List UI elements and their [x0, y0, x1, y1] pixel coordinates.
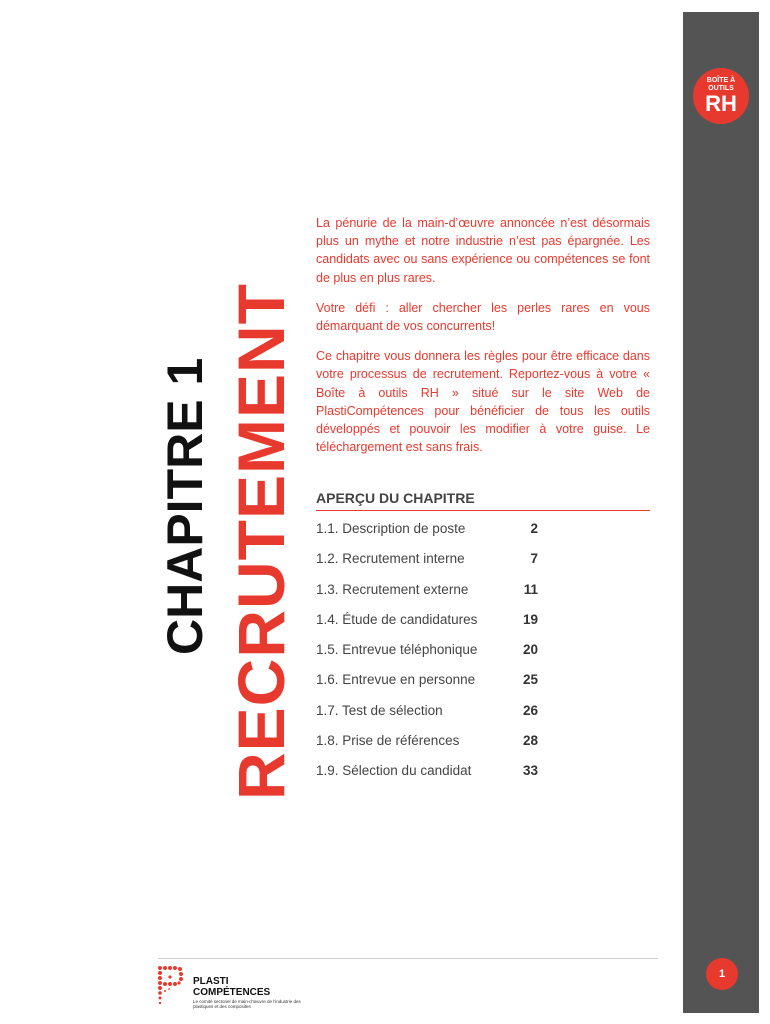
toc-heading: APERÇU DU CHAPITRE: [316, 490, 650, 511]
intro-paragraph-3: Ce chapitre vous donnera les règles pour être efficace dans votre processus de recrutement. Reportez-vous à votre « Boîte à outils RH » situé sur le site Web de PlastiCompétences pour bénéficier de tous les outils développés et pouvoir les modifier à votre guise. Le téléchargement est sans frais.: [316, 349, 650, 455]
chapter-label: CHAPITRE 1: [157, 357, 213, 655]
right-sidebar: [683, 12, 759, 1013]
logo-wordmark: [193, 976, 270, 998]
toc-item-page: 19: [522, 611, 538, 627]
toc-item-page: 11: [523, 581, 538, 597]
toc-item-label: 1.6. Entrevue en personne: [316, 672, 476, 688]
badge-rh: RH: [705, 91, 737, 116]
logo-line2: COMPÉTENCES: [193, 987, 271, 998]
toc-item-label: 1.5. Entrevue téléphonique: [316, 642, 478, 658]
toc-item[interactable]: [316, 763, 538, 793]
toc-item[interactable]: [316, 733, 538, 763]
intro-paragraph-1: La pénurie de la main-d’œuvre annoncée n’est désormais plus un mythe et notre industrie n’est pas épargnée. Les candidats avec ou sans expérience ou compétences se font de plus en plus rares.: [316, 216, 650, 285]
logo-tagline: Le comité sectoriel de main-d’œuvre de l’industrie des plastiques et des composites: [193, 999, 301, 1009]
toc-item-label: 1.3. Recrutement externe: [316, 581, 469, 597]
toc-item-label: 1.4. Étude de candidatures: [316, 611, 478, 627]
intro-text: [316, 214, 650, 468]
toc-item-page: 25: [522, 672, 538, 688]
toc-item-page: 26: [522, 702, 538, 718]
toc-item[interactable]: [316, 521, 538, 551]
badge-line2: OUTILS: [708, 85, 734, 92]
toc-item-page: 7: [530, 551, 538, 567]
chapter-title: RECRUTEMENT: [224, 283, 298, 800]
toc-item-label: 1.8. Prise de références: [316, 733, 460, 749]
toolbox-rh-badge: [693, 68, 749, 124]
toc-item[interactable]: [316, 612, 538, 642]
toc-item-label: 1.9. Sélection du candidat: [316, 763, 472, 779]
toc-item-label: 1.1. Description de poste: [316, 521, 466, 536]
toc-item-page: 28: [522, 733, 538, 749]
page-number-badge: 1: [706, 958, 738, 990]
plasticompetences-logo-icon: [157, 965, 185, 1007]
toc-item[interactable]: [316, 582, 538, 612]
intro-paragraph-2: Votre défi : aller chercher les perles rares en vous démarquant de vos concurrents!: [316, 300, 650, 334]
logo-line1: PLASTI: [193, 976, 229, 987]
toc-item[interactable]: [316, 672, 538, 702]
toc-item-page: 20: [522, 642, 538, 658]
toc-item[interactable]: [316, 703, 538, 733]
badge-line1: BOÎTE À: [706, 77, 736, 84]
toc-item-label: 1.7. Test de sélection: [316, 702, 443, 718]
toc-item-label: 1.2. Recrutement interne: [316, 551, 465, 567]
toc-item[interactable]: [316, 642, 538, 672]
footer-divider: [158, 958, 658, 959]
toc-item-page: 33: [522, 763, 538, 779]
toc-item-page: 2: [530, 521, 538, 536]
table-of-contents: [316, 521, 538, 794]
toc-item[interactable]: [316, 551, 538, 581]
